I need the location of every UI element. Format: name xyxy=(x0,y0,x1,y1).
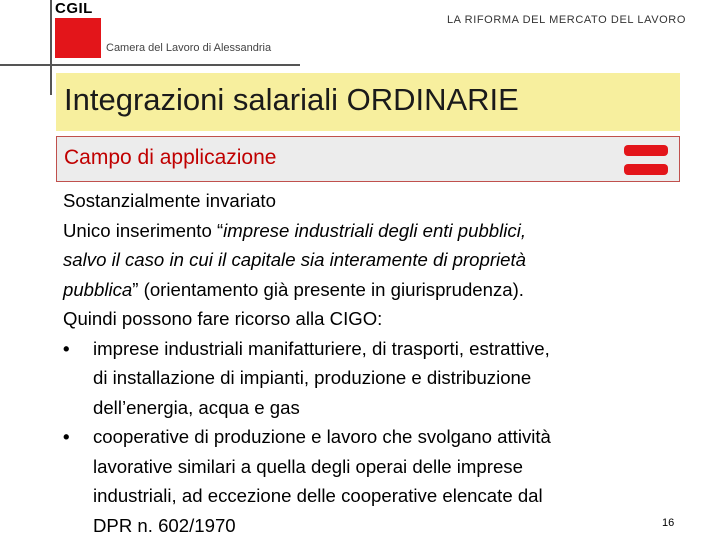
bullet-line: cooperative di produzione e lavoro che svolgano attività xyxy=(93,426,551,447)
body-line xyxy=(63,275,688,305)
bullet-item xyxy=(63,334,688,423)
cgil-logo-square xyxy=(55,18,101,58)
section-heading: LA RIFORMA DEL MERCATO DEL LAVORO xyxy=(446,14,686,26)
body-italic-text: pubblica xyxy=(63,278,133,300)
slide-title: Integrazioni salariali ORDINARIE xyxy=(64,82,519,117)
equals-icon xyxy=(624,145,668,175)
bullet-line: DPR n. 602/1970 xyxy=(93,514,236,536)
body-text: Unico inserimento “ xyxy=(63,219,224,241)
bullet-line: industriali, ad eccezione delle cooperative elencate dal xyxy=(93,485,543,506)
bullet-item xyxy=(63,422,688,540)
organization-name: Camera del Lavoro di Alessandria xyxy=(106,42,272,54)
body-italic-text: salvo il caso in cui il capitale sia interamente di proprietà xyxy=(63,249,527,270)
decorative-vertical-line xyxy=(50,0,52,95)
body-text: ” (orientamento già presente in giurisprudenza). xyxy=(132,278,524,300)
slide-body xyxy=(63,186,688,540)
bullet-marker: • xyxy=(63,337,70,359)
cgil-logo-text: CGIL xyxy=(55,0,93,17)
equals-icon-top-bar xyxy=(624,145,668,156)
body-line xyxy=(63,245,688,275)
bullet-marker: • xyxy=(63,426,70,447)
slide-subtitle: Campo di applicazione xyxy=(64,146,277,169)
page-number: 16 xyxy=(662,517,675,529)
bullet-line: di installazione di impianti, produzione e distribuzione xyxy=(93,367,532,388)
bullet-line: lavorative similari a quella degli operai delle imprese xyxy=(93,455,523,477)
bullet-line: dell’energia, acqua e gas xyxy=(93,396,300,418)
equals-icon-bottom-bar xyxy=(624,164,668,175)
body-line: Sostanzialmente invariato xyxy=(63,190,276,211)
body-line: Quindi possono fare ricorso alla CIGO: xyxy=(63,308,383,329)
body-italic-text: imprese industriali degli enti pubblici, xyxy=(223,219,526,241)
bullet-line: imprese industriali manifatturiere, di trasporti, estrattive, xyxy=(93,337,550,359)
body-line xyxy=(63,216,688,246)
decorative-horizontal-line xyxy=(0,64,300,66)
